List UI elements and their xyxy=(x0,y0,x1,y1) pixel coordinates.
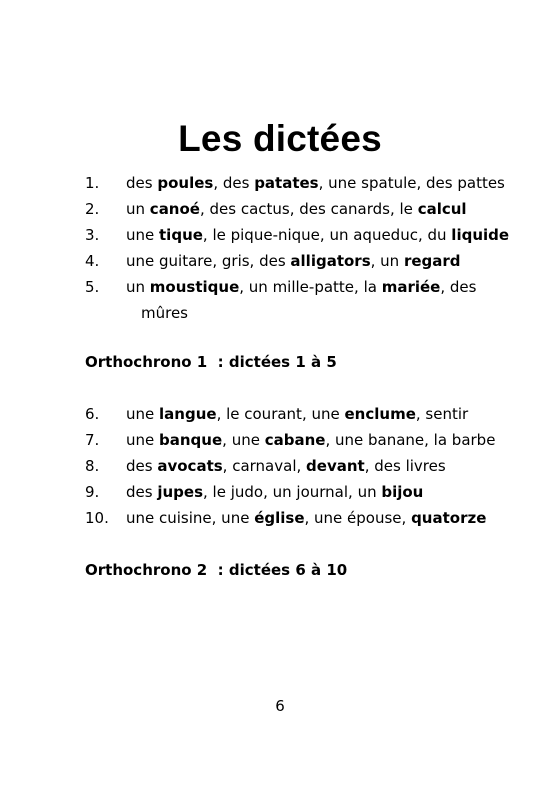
target-word: jupes xyxy=(157,483,204,501)
item-text: des avocats, carnaval, devant, des livres xyxy=(126,457,446,475)
dictation-item xyxy=(85,455,505,481)
target-word: alligators xyxy=(290,252,371,270)
item-number: 5. xyxy=(85,278,100,296)
item-number: 7. xyxy=(85,431,100,449)
item-text: une tique, le pique-nique, un aqueduc, du liquide xyxy=(126,226,510,244)
item-text: un moustique, un mille-patte, la mariée, des xyxy=(126,278,477,296)
dictation-list-2 xyxy=(85,403,505,533)
item-number: 2. xyxy=(85,200,100,218)
dictation-item xyxy=(85,481,505,507)
item-number: 4. xyxy=(85,252,100,270)
item-number: 3. xyxy=(85,226,100,244)
target-word: tique xyxy=(159,226,203,244)
target-word: regard xyxy=(403,252,461,270)
target-word: liquide xyxy=(451,226,510,244)
dictation-item xyxy=(85,250,505,276)
target-word: patates xyxy=(254,174,319,192)
dictation-item xyxy=(85,172,505,198)
page-title: Les dictées xyxy=(178,117,382,159)
target-word: cabane xyxy=(264,431,326,449)
target-word: devant xyxy=(306,457,365,475)
target-word: mariée xyxy=(381,278,441,296)
dictation-item xyxy=(85,429,505,455)
item-text: des poules, des patates, une spatule, des pattes xyxy=(126,174,505,192)
target-word: bijou xyxy=(381,483,424,501)
page-number: 6 xyxy=(275,697,285,715)
item-text: des jupes, le judo, un journal, un bijou xyxy=(126,483,424,501)
target-word: moustique xyxy=(149,278,240,296)
item-text: une guitare, gris, des alligators, un regard xyxy=(126,252,461,270)
dictation-item xyxy=(85,276,505,328)
target-word: poules xyxy=(157,174,214,192)
target-word: calcul xyxy=(417,200,467,218)
dictation-item xyxy=(85,198,505,224)
orthochrono-2-note: Orthochrono 2 : dictées 6 à 10 xyxy=(85,561,348,579)
item-number: 8. xyxy=(85,457,100,475)
item-text: une cuisine, une église, une épouse, quatorze xyxy=(126,509,487,527)
dictation-list-1 xyxy=(85,172,510,328)
item-number: 10. xyxy=(85,509,109,527)
target-word: canoé xyxy=(149,200,200,218)
dictation-item xyxy=(85,403,505,429)
target-word: langue xyxy=(159,405,217,423)
item-number: 6. xyxy=(85,405,100,423)
item-text-continuation: mûres xyxy=(141,304,188,322)
target-word: enclume xyxy=(344,405,416,423)
target-word: avocats xyxy=(157,457,223,475)
target-word: banque xyxy=(159,431,223,449)
item-text: une langue, le courant, une enclume, sentir xyxy=(126,405,469,423)
dictation-item xyxy=(85,507,505,533)
item-text: une banque, une cabane, une banane, la barbe xyxy=(126,431,496,449)
dictation-item xyxy=(85,224,510,250)
target-word: église xyxy=(254,509,305,527)
item-number: 9. xyxy=(85,483,100,501)
item-number: 1. xyxy=(85,174,100,192)
item-text: un canoé, des cactus, des canards, le calcul xyxy=(126,200,467,218)
orthochrono-1-note: Orthochrono 1 : dictées 1 à 5 xyxy=(85,353,337,371)
target-word: quatorze xyxy=(411,509,487,527)
